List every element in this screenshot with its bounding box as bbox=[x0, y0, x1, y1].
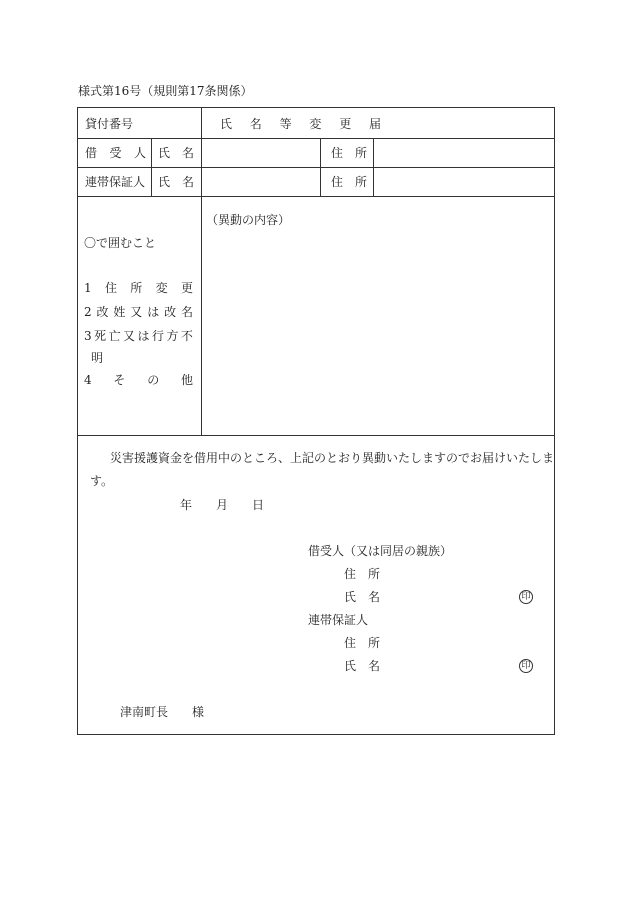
name-label-char: 氏 bbox=[158, 146, 171, 160]
name-label-char: 名 bbox=[181, 175, 194, 189]
addressee-title: 津南町長 bbox=[120, 705, 169, 719]
name-label-char: 氏 bbox=[158, 175, 171, 189]
option-number: 1 bbox=[84, 281, 92, 295]
borrower-label-char: 人 bbox=[133, 146, 146, 160]
borrower-signature-heading: 借受人（又は同居の親族） bbox=[308, 544, 453, 558]
change-details-label: （異動の内容） bbox=[206, 213, 291, 227]
form-name-char: 変 bbox=[309, 117, 322, 131]
name-label-char: 名 bbox=[367, 659, 380, 673]
borrower-address-label bbox=[331, 147, 367, 159]
declaration-line-2: す。 bbox=[90, 474, 114, 488]
loan-number-label: 貸付番号 bbox=[85, 117, 134, 131]
address-label-char: 所 bbox=[354, 146, 367, 160]
option-char: 変 bbox=[155, 281, 168, 295]
option-char: の bbox=[147, 373, 160, 387]
option-char: 行 bbox=[151, 329, 164, 343]
borrower-label-char: 借 bbox=[85, 146, 98, 160]
option-char: 名 bbox=[180, 305, 193, 319]
loan-number-field[interactable] bbox=[202, 109, 555, 137]
option-other[interactable] bbox=[84, 374, 193, 386]
guarantor-signature-heading: 連帯保証人 bbox=[308, 613, 369, 627]
change-details-field[interactable] bbox=[202, 233, 555, 434]
addressee-honorific: 様 bbox=[192, 705, 205, 719]
option-number: 4 bbox=[84, 373, 92, 387]
guarantor-address-field[interactable] bbox=[374, 168, 555, 195]
guarantor-address-label bbox=[331, 176, 367, 188]
address-label-char: 住 bbox=[331, 175, 344, 189]
date-day-label: 日 bbox=[252, 498, 265, 512]
column-divider bbox=[151, 138, 152, 196]
form-frame bbox=[77, 107, 555, 735]
address-label-char: 住 bbox=[344, 636, 357, 650]
option-char: は bbox=[137, 329, 150, 343]
form-name-char: 名 bbox=[249, 117, 262, 131]
option-char: 他 bbox=[180, 373, 193, 387]
signature-name-label bbox=[344, 591, 380, 603]
date-month-label: 月 bbox=[216, 498, 229, 512]
form-name-char: 届 bbox=[368, 117, 381, 131]
option-char: 亡 bbox=[108, 329, 121, 343]
signature-address-label bbox=[344, 568, 380, 580]
option-char: そ bbox=[113, 373, 126, 387]
borrower-label-char: 受 bbox=[109, 146, 122, 160]
option-number: 3 bbox=[84, 329, 92, 343]
name-label-char: 氏 bbox=[344, 590, 357, 604]
option-char: 改 bbox=[164, 305, 177, 319]
borrower-label bbox=[85, 147, 146, 159]
guarantor-name-field[interactable] bbox=[202, 168, 319, 195]
column-divider bbox=[320, 138, 321, 196]
address-label-char: 所 bbox=[367, 636, 380, 650]
name-label-char: 名 bbox=[181, 146, 194, 160]
borrower-name-field[interactable] bbox=[202, 139, 319, 166]
seal-mark: 印 bbox=[519, 590, 533, 604]
option-char: 不 bbox=[180, 329, 193, 343]
option-number: 2 bbox=[84, 305, 92, 319]
signature-name-label bbox=[344, 660, 380, 672]
option-address-change[interactable] bbox=[84, 282, 193, 294]
declaration-line-1: 災害援護資金を借用中のところ、上記のとおり異動いたしますのでお届けいたしま bbox=[110, 451, 555, 465]
address-label-char: 住 bbox=[344, 567, 357, 581]
form-name-char: 等 bbox=[279, 117, 292, 131]
row-divider bbox=[78, 196, 555, 197]
form-name-char: 更 bbox=[339, 117, 352, 131]
option-char: 又 bbox=[130, 305, 143, 319]
option-char: 住 bbox=[104, 281, 117, 295]
name-label-char: 氏 bbox=[344, 659, 357, 673]
guarantor-label: 連帯保証人 bbox=[85, 175, 146, 189]
option-name-change[interactable] bbox=[84, 306, 193, 318]
date-year-label: 年 bbox=[180, 498, 193, 512]
option-char: 又 bbox=[123, 329, 136, 343]
borrower-name-label bbox=[158, 147, 194, 159]
option-char: 死 bbox=[94, 329, 107, 343]
option-char: 改 bbox=[96, 305, 109, 319]
option-char: 姓 bbox=[113, 305, 126, 319]
borrower-address-field[interactable] bbox=[374, 139, 555, 166]
option-death-missing[interactable] bbox=[84, 330, 193, 342]
address-label-char: 所 bbox=[354, 175, 367, 189]
form-name-char: 氏 bbox=[220, 117, 233, 131]
option-char: は bbox=[147, 305, 160, 319]
signature-address-label bbox=[344, 637, 380, 649]
option-death-missing-cont: 明 bbox=[91, 351, 104, 365]
guarantor-name-label bbox=[158, 176, 194, 188]
address-label-char: 住 bbox=[331, 146, 344, 160]
options-instruction: 〇で囲むこと bbox=[84, 236, 157, 250]
address-label-char: 所 bbox=[367, 567, 380, 581]
option-char: 更 bbox=[180, 281, 193, 295]
row-divider bbox=[78, 435, 555, 436]
name-label-char: 名 bbox=[367, 590, 380, 604]
form-title: 様式第16号（規則第17条関係） bbox=[78, 84, 253, 98]
option-char: 方 bbox=[166, 329, 179, 343]
option-char: 所 bbox=[130, 281, 143, 295]
seal-mark: 印 bbox=[519, 659, 533, 673]
